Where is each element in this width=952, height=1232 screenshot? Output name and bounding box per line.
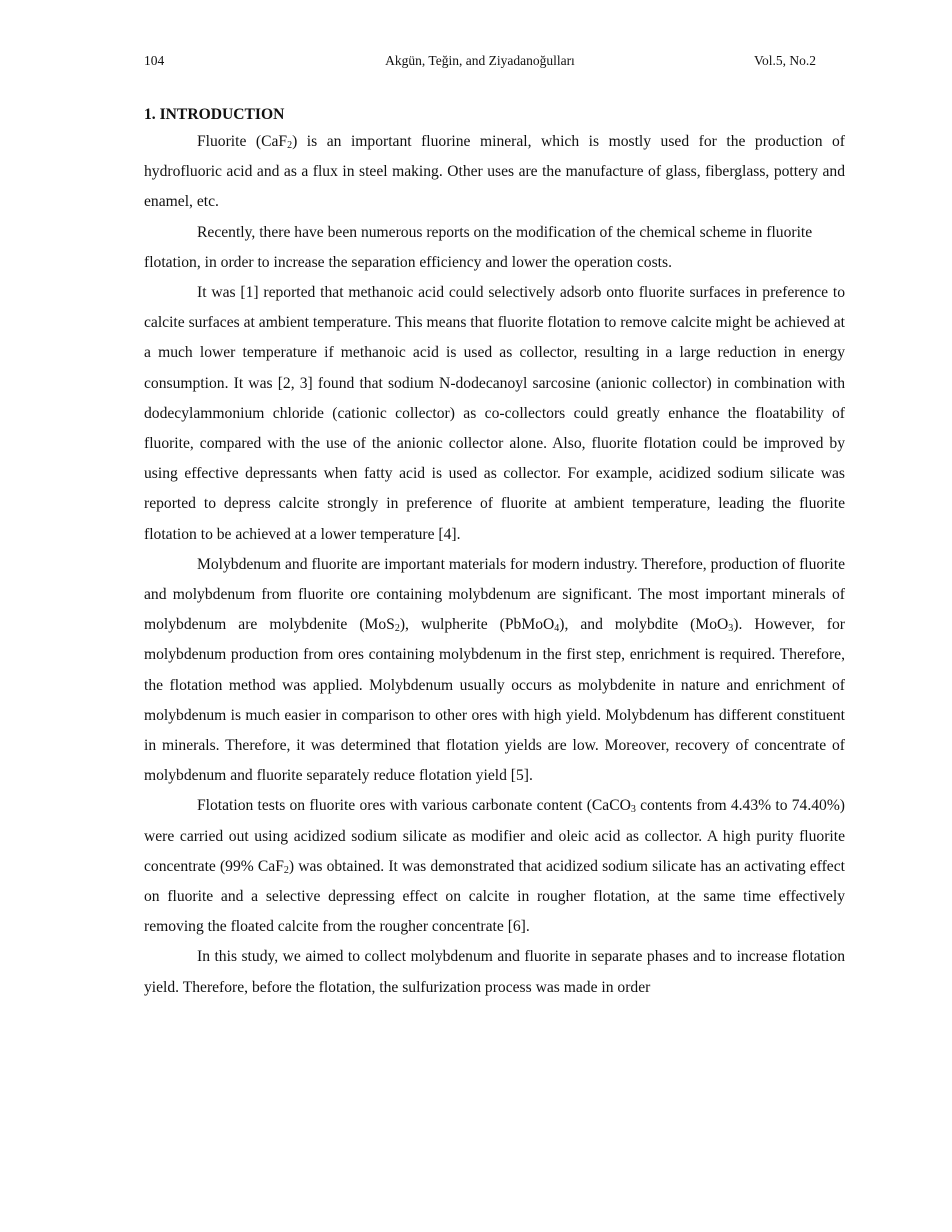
volume-issue: Vol.5, No.2 [753,53,816,68]
subscript: 2 [283,864,289,876]
paragraph-prior-studies: It was [1] reported that methanoic acid could selectively adsorb onto fluorite surfaces in preference to calcite surfaces at ambient temperature. This means that fluorite flotation to remove calcite might be achieved at a much lower temperature if methanoic acid is used as collector, resulting in a large reduction in energy consumption. It was [2, 3] found that sodium N-dodecanoyl sarcosine (anionic collector) in combination with dodecylammonium chloride (cationic collector) as co-collectors could greatly enhance the floatability of fluorite, compared with the use of the anionic collector alone. Also, fluorite flotation could be improved by using effective depressants when fatty acid is used as collector. For example, acidized sodium silicate was reported to depress calcite strongly in preference of fluorite at ambient temperature, leading the fluorite flotation to be achieved at a lower temperature [4]. [144,284,845,543]
article-body [144,103,845,1003]
text-run: contents from 4.43% to 74.40%) were carried out using acidized sodium silicate as modifier and oleic acid as collector. A high purity fluorite concentrate (99% CaF [144,797,845,875]
running-header-authors: Akgün, Teğin, and Ziyadanoğulları [385,53,575,68]
text-run: Fluorite (CaF [197,133,288,150]
subscript: 2 [287,140,293,151]
text-run: Flotation tests on fluorite ores with various carbonate content (CaCO [197,797,631,815]
subscript: 2 [394,623,400,635]
text-run: ), and molybdite (MoO [559,616,729,634]
text-run: Molybdenum and fluorite are important materials for modern industry. Therefore, production of fluorite and molybdenum from fluorite ore containing molybdenum are significant. The most important minerals of molybdenum are molybdenite (MoS [144,555,845,634]
paragraph-flotation-tests [144,791,845,942]
subscript: 3 [728,623,734,635]
text-run: ) is an important fluorine mineral, which is mostly used for the production of hydrofluoric acid and as a flux in steel making. Other uses are the manufacture of glass, fiberglass, pottery and enamel, etc. [144,133,846,211]
text-run: ), wulpherite (PbMoO [399,616,555,634]
text-run: ) was obtained. It was demonstrated that acidized sodium silicate has an activating effect on fluorite and a selective depressing effect on calcite in rougher flotation, at the same time effectively removing the floated calcite from the rougher concentrate [6]. [144,857,845,936]
paragraph-this-study: In this study, we aimed to collect molybdenum and fluorite in separate phases and to increase flotation yield. Therefore, before the flotation, the sulfurization process was made in order [144,948,845,996]
paragraph-molybdenum [144,550,845,792]
subscript: 3 [630,804,636,816]
paragraph-fluorite-intro [144,127,845,218]
page-number: 104 [144,53,165,68]
paragraph-recent-reports: Recently, there have been numerous reports on the modification of the chemical scheme in fluorite flotation, in order to increase the separation efficiency and lower the operation costs. [144,223,813,271]
text-run: ). However, for molybdenum production from ores containing molybdenum in the first step, enrichment is required. Therefore, the flotation method was applied. Molybdenum usually occurs as molybdenite in nature and enrichment of molybdenum is much easier in comparison to other ores with high yield. Molybdenum has different constituent in minerals. Therefore, it was determined that flotation yields are low. Moreover, recovery of concentrate of molybdenum and fluorite separately reduce flotation yield [5]. [144,616,845,785]
running-header [144,52,816,70]
section-heading: 1. INTRODUCTION [144,106,285,123]
subscript: 4 [554,623,560,635]
